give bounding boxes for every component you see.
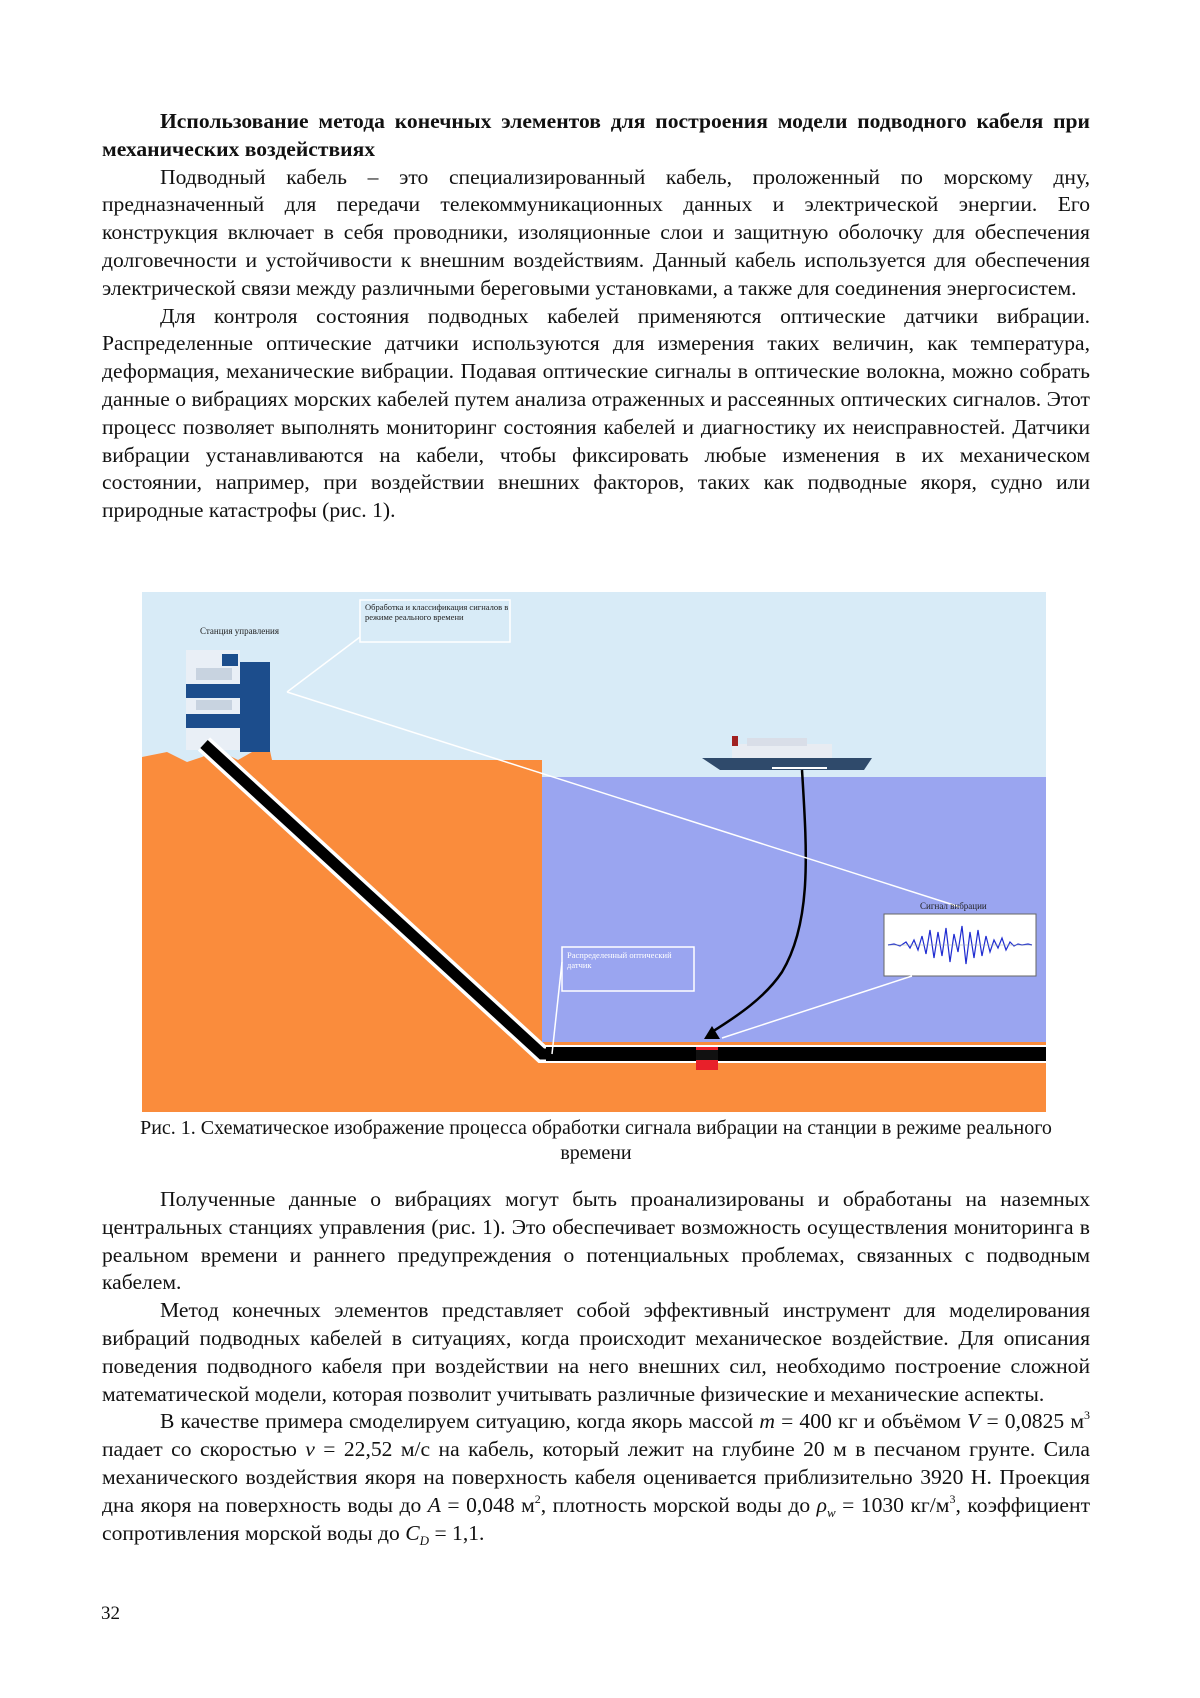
label-processing: Обработка и классификация сигналов в режиме реального времени — [362, 600, 512, 624]
paragraph-4: Метод конечных элементов представляет собой эффективный инструмент для моделирования вибраций подводных кабелей в ситуациях, когда происходит механическое воздействие. Для описания поведения подводного кабеля при воздействии на него внешних сил, необходимо построение сложной математической модели, которая позволит учитывать различные физические и механические аспекты. — [102, 1297, 1090, 1408]
sky — [142, 592, 1046, 777]
document-page — [0, 0, 1200, 1698]
text-block-top — [102, 108, 1090, 525]
paragraph-5-example: В качестве примера смоделируем ситуацию, когда якорь массой m = 400 кг и объёмом V = 0,0825 м3 падает со скоростью v = 22,52 м/с на кабель, который лежит на глубине 20 м в песчаном грунте. Сила механического воздействия якоря на поверхность кабеля оценивается приблизительно 3920 Н. Проекция дна якоря на поверхность воды до A = 0,048 м2, плотность морской воды до ρw = 1030 кг/м3, коэффициент сопротивления морской воды до CD = 1,1. — [102, 1408, 1090, 1547]
label-sensor: Распределенный оптический датчик — [564, 948, 696, 972]
text-block-bottom — [102, 1186, 1090, 1547]
control-station-building — [186, 650, 270, 752]
paragraph-3: Полученные данные о вибрациях могут быть проанализированы и обработаны на наземных центральных станциях управления (рис. 1). Это обеспечивает возможность осуществления мониторинга в реальном времени и раннего предупреждения о потенциальных проблемах, связанных с подводным кабелем. — [102, 1186, 1090, 1297]
article-title: Использование метода конечных элементов для построения модели подводного кабеля при механических воздействиях — [102, 108, 1090, 164]
figure-subsea-cable-monitoring — [142, 592, 1046, 1112]
paragraph-2: Для контроля состояния подводных кабелей применяются оптические датчики вибрации. Распределенные оптические датчики используются для измерения таких величин, как температура, деформация, механические вибрации. Подавая оптические сигналы в оптические волокна, можно собрать данные о вибрациях морских кабелей путем анализа отраженных и рассеянных оптических сигналов. Этот процесс позволяет выполнять мониторинг состояния кабелей и диагностику их неисправностей. Датчики вибрации устанавливаются на кабели, чтобы фиксировать любые изменения в их механическом состоянии, например, при воздействии внешних факторов, таких как подводные якоря, судно или природные катастрофы (рис. 1). — [102, 303, 1090, 525]
coastal-ground — [142, 737, 542, 1112]
label-station: Станция управления — [200, 626, 279, 636]
paragraph-1: Подводный кабель – это специализированный кабель, проложенный по морскому дну, предназначенный для передачи телекоммуникационных данных и электрической энергии. Его конструкция включает в себя проводники, изоляционные слои и защитную оболочку для обеспечения долговечности и устойчивости к внешним воздействиям. Данный кабель используется для обеспечения электрической связи между различными береговыми установками, а также для соединения энергосистем. — [102, 164, 1090, 303]
page-number: 32 — [101, 1603, 120, 1625]
figure-caption: Рис. 1. Схематическое изображение процесса обработки сигнала вибрации на станции в режиме реального времени — [102, 1116, 1090, 1166]
label-signal: Сигнал вибрации — [920, 901, 987, 911]
